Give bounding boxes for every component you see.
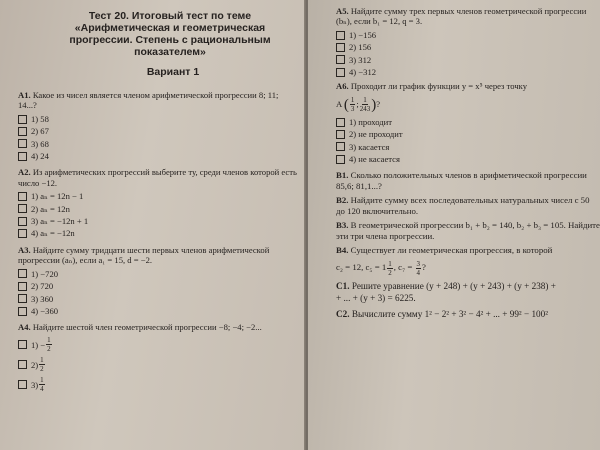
b4-condition [336,257,600,277]
denominator: 243 [359,105,371,114]
option-label: 4) 24 [31,151,49,162]
question-id: В4. [336,245,349,256]
fraction [350,96,356,113]
option[interactable] [336,141,600,153]
checkbox[interactable] [18,294,27,303]
option-label: 3) aₙ = −12n + 1 [31,216,89,227]
option-label: 1) −156 [349,29,377,40]
question-text-line2: + ... + (y + 3) = 6225. [336,293,416,304]
question-b3 [336,220,600,242]
option[interactable] [336,41,600,53]
option-label: 1) проходит [349,116,393,127]
option-label: 3) [31,379,39,390]
question-a6 [336,81,600,91]
option-label: 2) [31,359,39,370]
checkbox[interactable] [18,204,27,213]
option-label: 2) aₙ = 12n [31,203,70,214]
question-a5 [336,6,600,27]
question-mark: ? [376,98,381,109]
checkbox[interactable] [336,55,345,64]
option[interactable] [18,215,298,227]
question-a2 [18,167,298,188]
question-id: А1. [18,90,31,100]
question-id: А2. [18,167,31,178]
checkbox[interactable] [18,192,27,201]
checkbox[interactable] [336,43,345,52]
option-label: 2) 67 [31,126,49,137]
numerator: 1 [388,259,392,268]
option[interactable] [336,153,600,165]
option-label: 4) не касается [349,154,400,165]
option-label: 3) касается [349,141,390,152]
question-c1 [336,280,600,304]
option-label: 1) aₙ = 12n − 1 [31,191,84,202]
checkbox[interactable] [336,130,345,139]
denominator: 3 [350,105,355,114]
question-a4 [18,322,298,332]
variant-heading: Вариант 1 [146,66,200,78]
checkbox[interactable] [18,269,27,278]
option[interactable] [18,305,298,317]
question-text: Какое из чисел является членом арифметической прогрессии 8; 11; 14...? [18,90,279,111]
option[interactable] [18,335,298,355]
question-id: В3. [336,220,349,231]
question-text: Найдите сумму трех первых членов геометрической прогрессии (bₙ), если b₁ = 12, q = 3. [336,6,587,27]
option-label: 1) − [31,339,46,350]
title-line: прогрессии. Степень с рациональным [69,34,271,46]
option[interactable] [336,66,600,78]
fraction [39,356,45,373]
checkbox[interactable] [18,139,27,148]
question-id: В1. [336,170,349,181]
question-id: А4. [18,322,31,333]
question-text: Найдите сумму тридцати шести первых членов арифметической прогрессии (aₙ), если a₁ = 15, d = −2. [18,244,270,266]
denominator: 4 [416,268,420,277]
condition-text: , c₇ = [393,262,413,273]
title-line: «Арифметическая и геометрическая [74,22,266,34]
question-text: Вычислите сумму 1² − 2² + 3² − 4² + ... + 99² − 100² [351,309,548,320]
checkbox[interactable] [18,282,27,291]
numerator: 1 [47,336,51,345]
checkbox[interactable] [18,115,27,124]
option-label: 4) −312 [349,67,377,78]
fraction [416,260,422,277]
option-label: 3) 360 [31,293,54,304]
checkbox[interactable] [336,31,345,40]
denominator: 2 [40,365,44,374]
checkbox[interactable] [336,142,345,151]
numerator: 1 [40,356,44,365]
option-label: 1) −720 [31,268,59,279]
numerator: 1 [363,96,367,105]
option[interactable] [336,128,600,140]
question-b4 [336,245,600,256]
test-title [46,10,294,58]
option[interactable] [18,280,298,292]
right-page [308,0,600,450]
title-line: Тест 20. Итоговый тест по теме [88,10,252,22]
fraction [39,376,45,393]
option[interactable] [336,54,600,66]
option[interactable] [18,375,298,395]
checkbox[interactable] [18,229,27,238]
checkbox[interactable] [336,118,345,127]
question-id: С2. [336,309,350,320]
checkbox[interactable] [18,217,27,226]
question-id: В2. [336,195,349,206]
option-label: 2) 720 [31,281,54,292]
option-label: 4) −360 [31,305,59,316]
numerator: 3 [416,259,420,268]
checkbox[interactable] [18,127,27,136]
fraction [360,96,371,113]
option[interactable] [18,268,298,280]
question-text: Проходит ли график функции y = x⁵ через точку [350,81,527,92]
question-text: В геометрической прогрессии b₁ + b₂ = 140, b₂ + b₃ = 105. Найдите эти три члена прогрессии. [336,220,600,242]
option-label: 2) 156 [349,42,372,53]
question-text: Найдите шестой член геометрической прогрессии −8; −4; −2... [32,322,262,333]
question-text: Из арифметических прогрессий выберите ту, среди членов которой есть число −12. [18,167,297,188]
checkbox[interactable] [18,307,27,316]
fraction [46,336,52,353]
option[interactable] [18,125,298,137]
question-a1 [18,90,298,111]
option-label: 2) не проходит [349,129,403,140]
option[interactable] [18,190,298,202]
title-line: показателем» [134,46,206,58]
question-b2 [336,195,600,217]
checkbox[interactable] [18,360,27,369]
point-label: A [336,98,342,109]
checkbox[interactable] [18,380,27,389]
question-text: Существует ли геометрическая прогрессия, в которой [350,245,553,256]
question-a3 [18,245,298,266]
denominator: 4 [40,385,44,394]
option[interactable] [18,150,298,162]
point-expression: A ( $\frac{1}{3}$ ; $\frac{1}{243}$ )? [336,96,381,114]
option-label: 3) 68 [31,138,49,149]
option[interactable] [336,29,600,41]
fraction [387,260,393,277]
checkbox[interactable] [18,340,27,349]
denominator: 2 [47,345,51,354]
question-id: А3. [18,244,31,255]
checkbox[interactable] [18,152,27,161]
option[interactable] [18,355,298,375]
question-text: Найдите сумму всех последовательных натуральных чисел с 50 до 120 включительно. [336,195,590,217]
question-text: Сколько положительных членов в арифметической прогрессии 85,6; 81,1...? [336,170,587,192]
option[interactable] [18,138,298,150]
option-label: 1) 58 [31,113,49,124]
question-id: А5. [336,6,349,16]
denominator: 2 [388,268,392,277]
checkbox[interactable] [336,155,345,164]
option-label: 4) aₙ = −12n [31,228,75,239]
numerator: 1 [350,96,355,105]
numerator: 1 [40,376,44,385]
option[interactable] [18,293,298,305]
question-text: Решите уравнение (y + 248) + (y + 243) + (y + 238) + [351,281,556,292]
option[interactable] [18,227,298,239]
question-b1 [336,170,600,192]
option[interactable] [18,113,298,125]
question-mark: ? [422,262,426,273]
checkbox[interactable] [336,68,345,77]
condition-text: c₂ = 12, c₅ = 1 [336,262,387,273]
option-label: 3) 312 [349,54,372,65]
question-id: А6. [336,81,349,92]
question-c2 [336,308,600,320]
option[interactable] [336,116,600,128]
question-id: С1. [336,281,350,292]
option[interactable] [18,203,298,215]
